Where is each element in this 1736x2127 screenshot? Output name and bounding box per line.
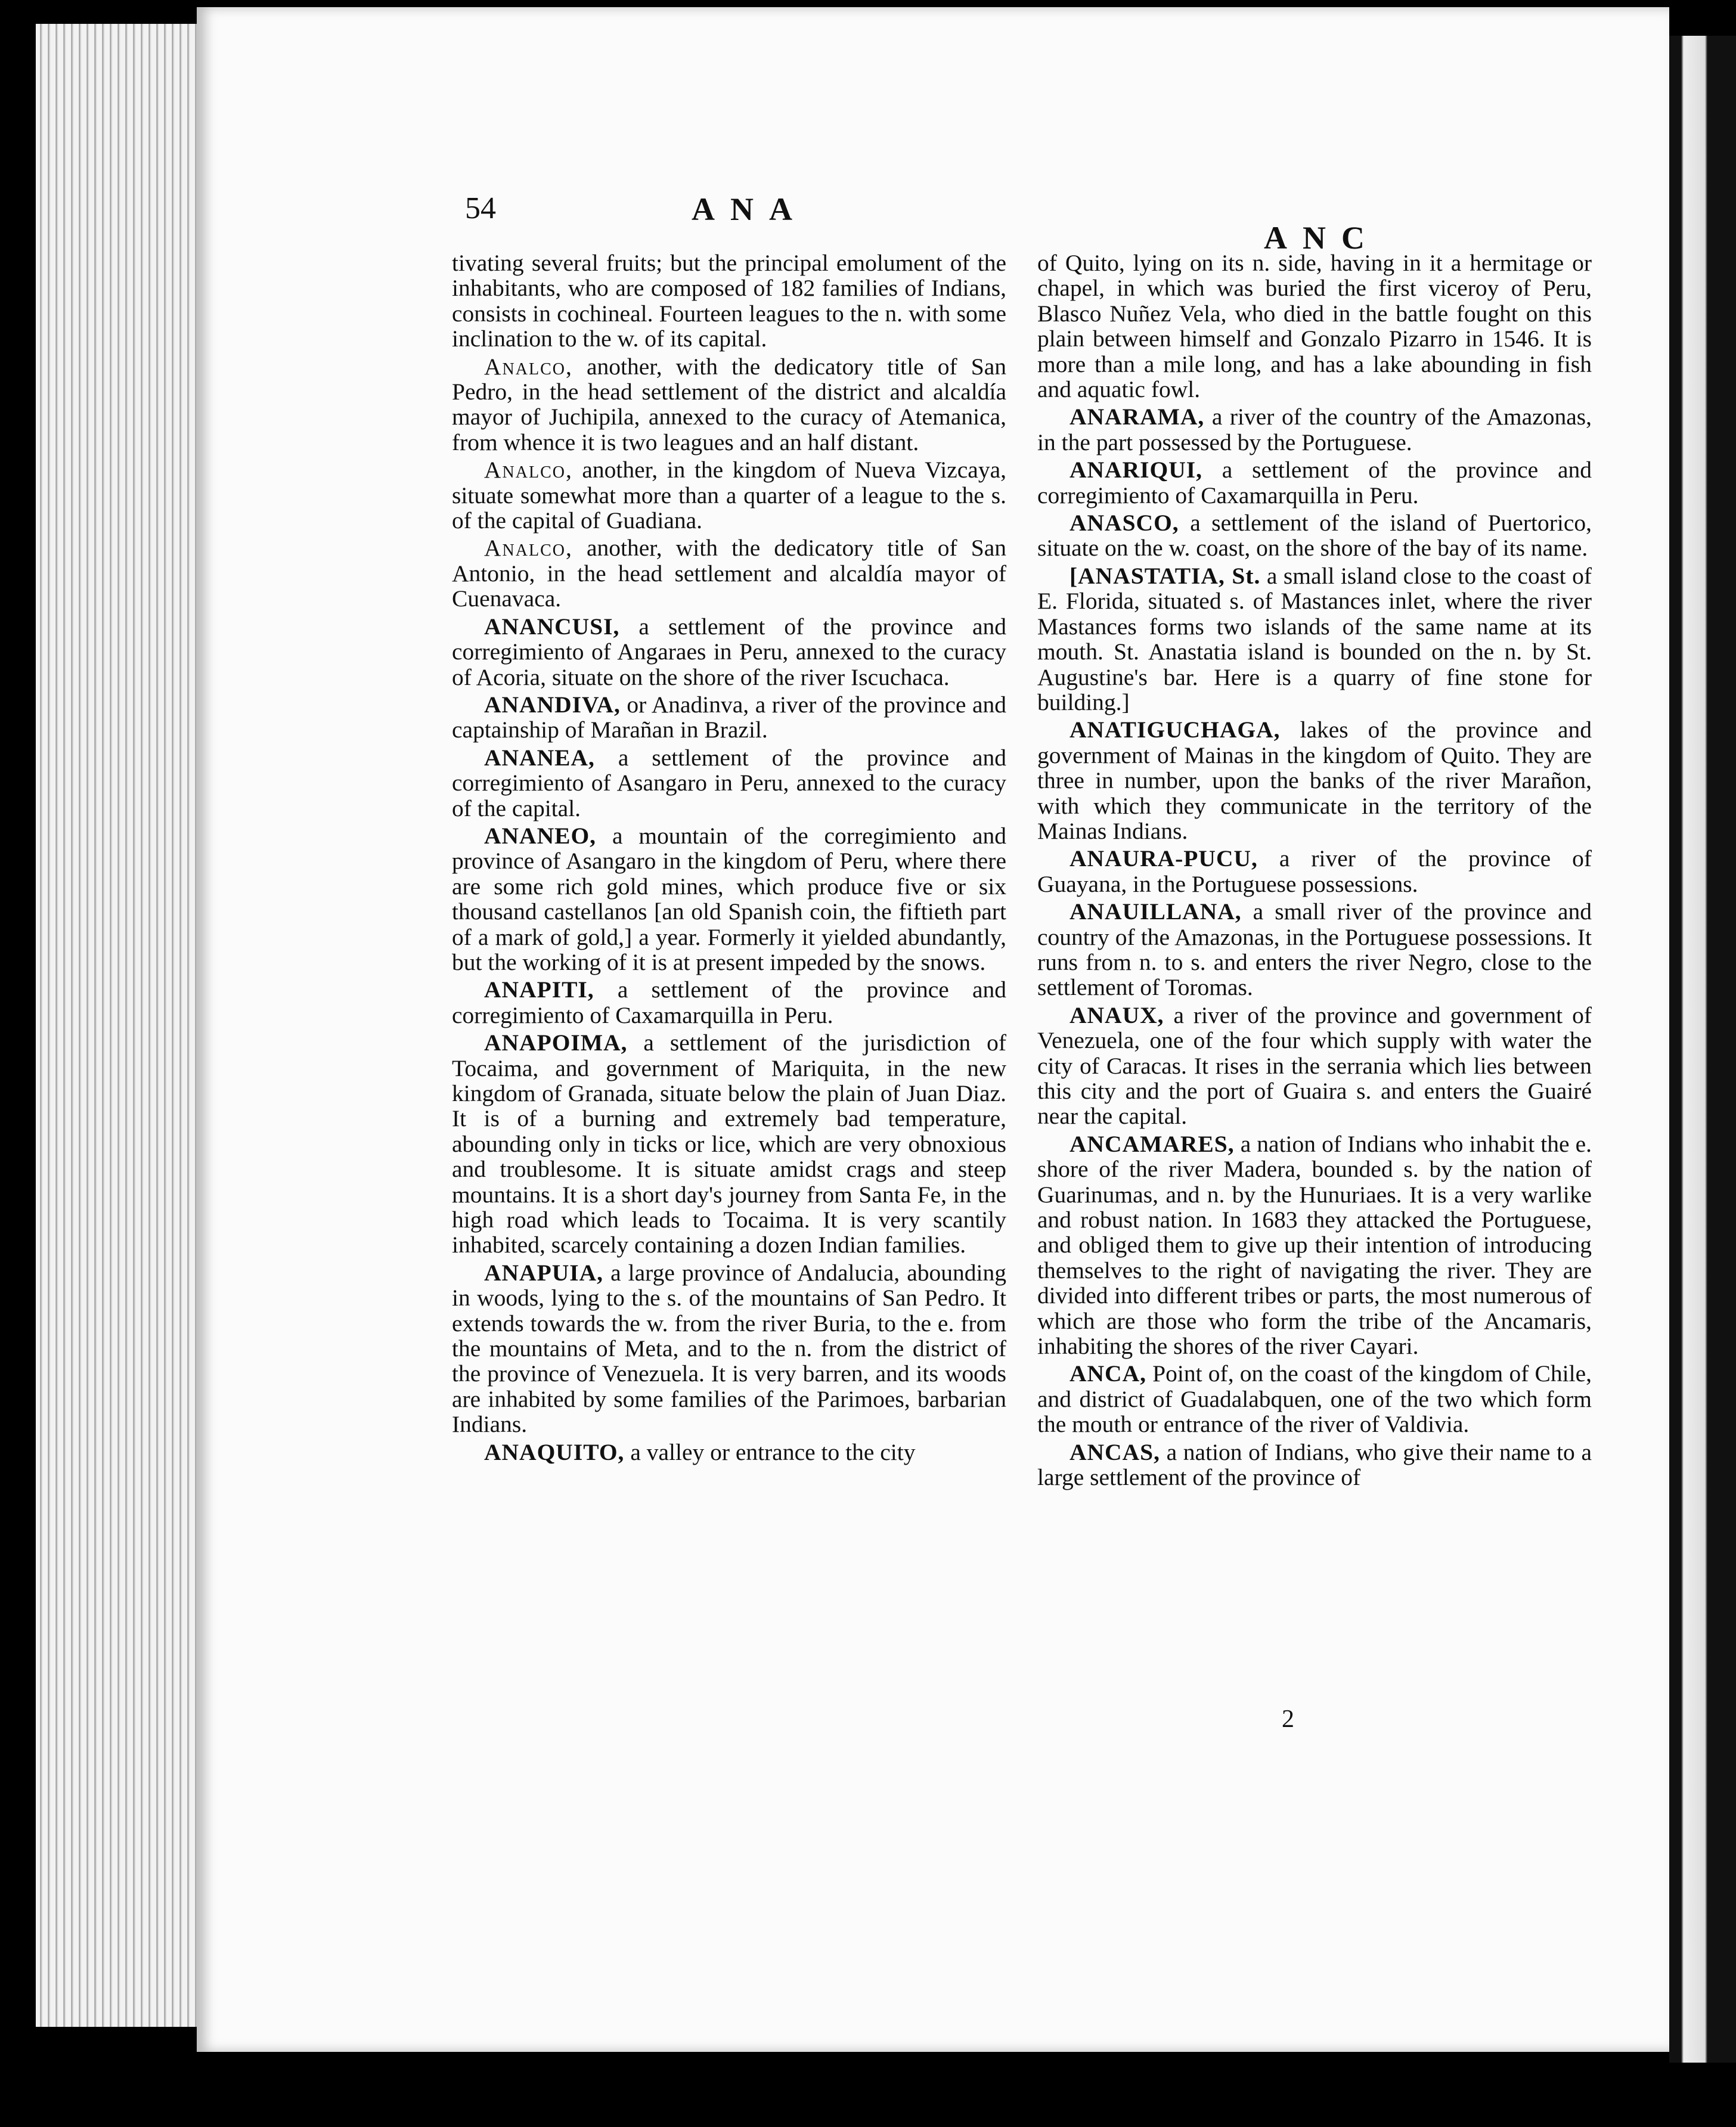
entry-headword: ANASCO, [1070, 510, 1179, 537]
entry-text: Point of, on the coast of the kingdom of Chile, and district of Guadalabquen, one of the two which form the mouth or entrance of the river of Valdivia. [1037, 1360, 1592, 1438]
entry-headword: ANAPITI, [484, 976, 594, 1003]
entry-headword: ANANCUSI, [484, 613, 620, 640]
entry-headword: ANAPUIA, [484, 1259, 604, 1286]
next-page-edge [1669, 36, 1736, 2063]
dictionary-entry [1037, 846, 1592, 897]
dictionary-entry [452, 1440, 1006, 1465]
dictionary-entry [452, 457, 1006, 533]
entry-text: a settlement of the jurisdiction of Tocaima, and government of Mariquita, in the new kingdom of Granada, situate below the plain of Juan Diaz. It is of a burning and extremely bad temperature, abounding only in ticks or lice, which are very obnoxious and troublesome. It is situate amidst crags and steep mountains. It is a short day's journey from Santa Fe, in the high road which leads to Tocaima. It is very scantily inhabited, scarcely containing a dozen Indian families. [452, 1030, 1006, 1258]
entry-headword: [ANASTATIA, St. [1070, 562, 1261, 589]
dictionary-entry [1037, 250, 1592, 402]
dictionary-entry [1037, 1440, 1592, 1490]
dictionary-entry [1037, 404, 1592, 455]
text-column-right [1037, 250, 1592, 1493]
dictionary-entry [452, 614, 1006, 690]
dictionary-entry [452, 823, 1006, 975]
entry-text: tivating several fruits; but the principal emolument of the inhabitants, who are composed of 182 families of Indians, consists in cochineal. Fourteen leagues to the n. with some inclination to the w. of its capital. [452, 250, 1006, 352]
entry-headword: ANCAMARES, [1070, 1130, 1235, 1157]
entry-text: a large province of Andalucia, abounding in woods, lying to the s. of the mountains of San Pedro. It extends towards the w. from the river Buria, to the e. from the mountains of Meta, and to the n. from the district of the province of Venezuela. It is very barren, and its woods are inhabited by some families of the Parimoes, barbarian Indians. [452, 1259, 1006, 1438]
entry-text: a valley or entrance to the city [624, 1438, 916, 1465]
entry-text: a nation of Indians, who give their name to a large settlement of the province of [1037, 1438, 1592, 1491]
dictionary-entry [1037, 1003, 1592, 1129]
dictionary-entry [1037, 457, 1592, 508]
entry-headword: ANANEO, [484, 822, 597, 849]
entry-text: another, with the dedicatory title of San Antonio, in the head settlement and alcaldía mayor of Cuenavaca. [452, 535, 1006, 612]
entry-headword: Analco, [484, 535, 573, 562]
dictionary-entry [452, 250, 1006, 352]
entry-text: a small island close to the coast of E. Florida, situated s. of Mastances inlet, where the river Mastances forms two islands of the same name at its mouth. St. Anastatia island is bounded on the n. by St. Augustine's bar. Here is a quarry of fine stone for building.] [1037, 562, 1592, 715]
entry-headword: ANAUILLANA, [1070, 898, 1242, 925]
entry-headword: Analco, [484, 457, 573, 483]
dictionary-entry [1037, 717, 1592, 844]
entry-text: or Anadinva, a river of the province and captainship of Marañan in Brazil. [452, 691, 1006, 743]
entry-text: a river of the province and government of Venezuela, one of the four which supply with water the city of Caracas. It rises in the serrania which lies between this city and the port of Guaira s. and enters the Guairé near the capital. [1037, 1002, 1592, 1130]
entry-text: of Quito, lying on its n. side, having in it a hermitage or chapel, in which was buried the first viceroy of Peru, Blasco Nuñez Vela, who died in the battle fought on this plain between himself and Gonzalo Pizarro in 1546. It is more than a mile long, and has a lake abounding in fish and aquatic fowl. [1037, 250, 1592, 403]
entry-text: a small river of the province and country of the Amazonas, in the Portuguese possessions. It runs from n. to s. and enters the river Negro, close to the settlement of Toromas. [1037, 898, 1592, 1001]
entry-text: another, in the kingdom of Nueva Vizcaya, situate somewhat more than a quarter of a league to the s. of the capital of Guadiana. [452, 457, 1006, 534]
page-number: 54 [465, 191, 496, 225]
dictionary-entry [1037, 510, 1592, 561]
entry-headword: ANCA, [1070, 1360, 1146, 1387]
signature-mark: 2 [1282, 1706, 1294, 1733]
page-edge-stack [36, 24, 215, 2027]
text-column-left [452, 250, 1006, 1467]
entry-headword: ANARIQUI, [1070, 457, 1202, 483]
entry-text: a mountain of the corregimiento and province of Asangaro in the kingdom of Peru, where there are some rich gold mines, which produce five or six thousand castellanos [an old Spanish coin, the fiftieth part of a mark of gold,] a year. Formerly it yielded abundantly, but the working of it is at present impeded by the snows. [452, 822, 1006, 975]
entry-headword: Analco, [484, 353, 573, 380]
dictionary-entry [1037, 1361, 1592, 1437]
entry-text: a settlement of the province and corregimiento of Asangaro in Peru, annexed to the curacy of the capital. [452, 744, 1006, 821]
entry-headword: ANARAMA, [1070, 404, 1205, 430]
entry-headword: ANAURA-PUCU, [1070, 845, 1258, 872]
entry-headword: ANANDIVA, [484, 691, 621, 718]
dictionary-entry [452, 692, 1006, 743]
dictionary-entry [1037, 899, 1592, 1000]
dictionary-entry [452, 1260, 1006, 1437]
entry-headword: ANAPOIMA, [484, 1030, 628, 1056]
entry-headword: ANAUX, [1070, 1002, 1164, 1028]
dictionary-entry [452, 745, 1006, 821]
entry-headword: ANANEA, [484, 744, 595, 771]
entry-text: a settlement of the province and corregimiento of Angaraes in Peru, annexed to the curacy of Acoria, situate on the shore of the river Iscuchaca. [452, 613, 1006, 690]
entry-headword: ANCAS, [1070, 1438, 1160, 1465]
dictionary-entry [452, 977, 1006, 1028]
entry-text: a river of the province of Guayana, in the Portuguese possessions. [1037, 845, 1592, 897]
dictionary-entry [452, 535, 1006, 611]
entry-text: a nation of Indians who inhabit the e. shore of the river Madera, bounded s. by the nation of Guarinumas, and n. by the Hunuriaes. It is a very warlike and robust nation. In 1683 they attacked the Portuguese, and obliged them to give up their intention of introducing themselves to the right of navigating the river. They are divided into different tribes or parts, the most numerous of which are those who form the tribe of the Ancamaris, inhabiting the shores of the river Cayari. [1037, 1130, 1592, 1360]
entry-text: a settlement of the province and corregimiento of Caxamarquilla in Peru. [1037, 457, 1592, 509]
dictionary-entry [1037, 563, 1592, 715]
entry-text: a settlement of the island of Puertorico, situate on the w. coast, on the shore of the bay of its name. [1037, 510, 1592, 562]
entry-text: a river of the country of the Amazonas, in the part possessed by the Portuguese. [1037, 404, 1592, 455]
entry-text: a settlement of the province and corregimiento of Caxamarquilla in Peru. [452, 976, 1006, 1028]
dictionary-entry [452, 354, 1006, 455]
entry-headword: ANATIGUCHAGA, [1070, 717, 1281, 743]
dictionary-entry [452, 1030, 1006, 1258]
entry-headword: ANAQUITO, [484, 1438, 625, 1465]
running-head-right: ANC [1264, 220, 1380, 256]
entry-text: lakes of the province and government of Mainas in the kingdom of Quito. They are three in number, upon the banks of the river Marañon, with which they communicate in the territory of the Mainas Indians. [1037, 717, 1592, 844]
entry-text: another, with the dedicatory title of San Pedro, in the head settlement of the district and alcaldía mayor of Juchipila, annexed to the curacy of Atemanica, from whence it is two leagues and an half distant. [452, 353, 1006, 455]
running-head-left: ANA [692, 191, 808, 227]
dictionary-entry [1037, 1131, 1592, 1359]
